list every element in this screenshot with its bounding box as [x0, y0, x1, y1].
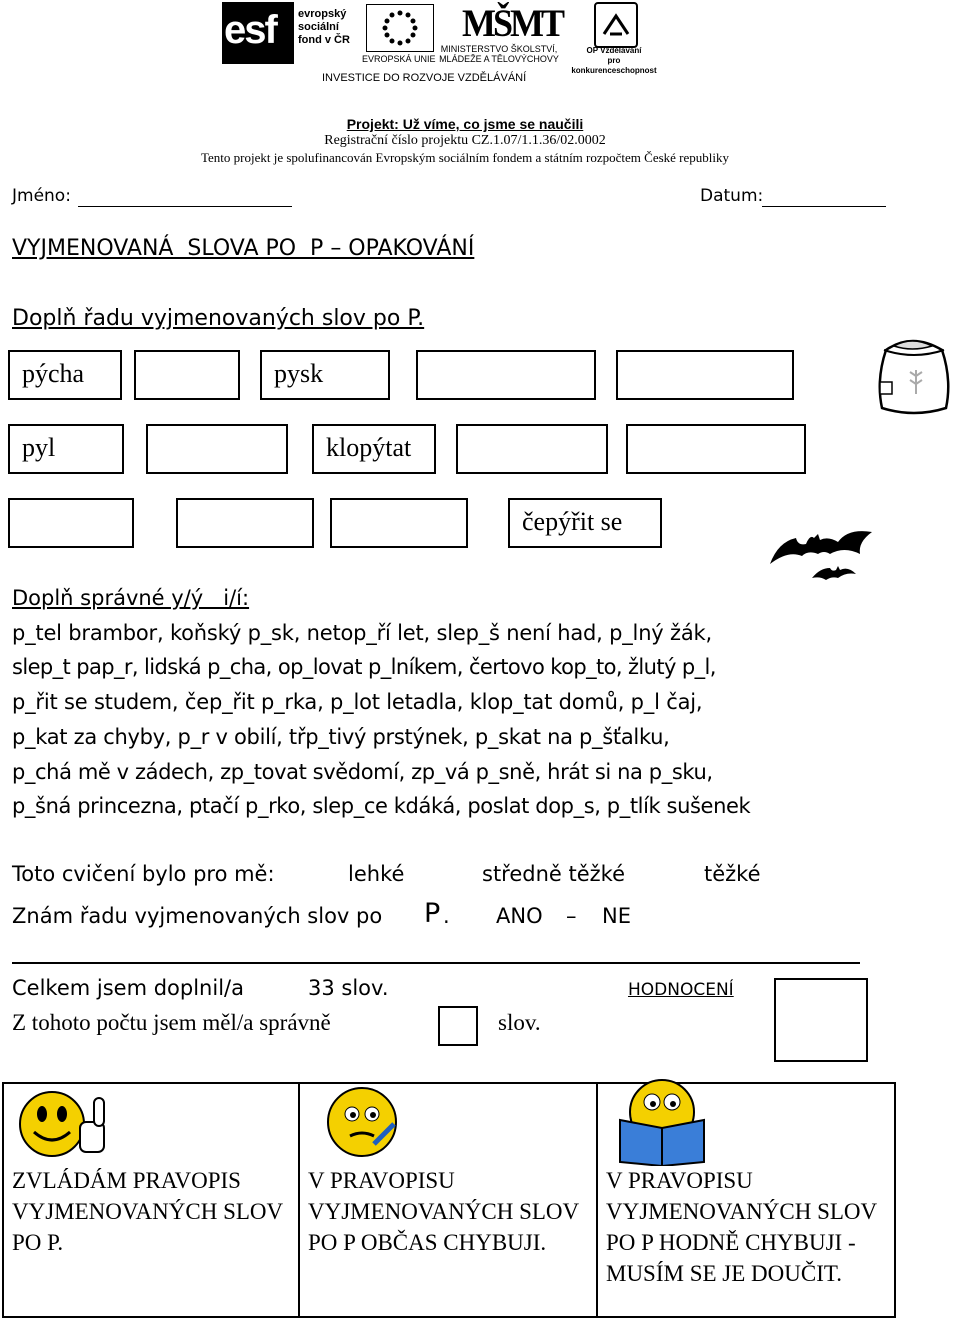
esf-text-1: evropský [298, 8, 347, 20]
word-box-9[interactable] [456, 424, 608, 474]
word-box-12[interactable] [176, 498, 314, 548]
eu-stars-icon [367, 5, 433, 51]
know-row-dot: . [443, 904, 450, 928]
word-box-11[interactable] [8, 498, 134, 548]
date-label: Datum: [700, 186, 764, 206]
word-box-14: čepýřit se [508, 498, 662, 548]
word-box-7[interactable] [146, 424, 288, 474]
difficulty-hard[interactable]: těžké [704, 862, 761, 886]
esf-big-text: esf [224, 8, 276, 52]
answer-dash: – [566, 904, 577, 928]
smiley-thumbs-up [10, 1084, 120, 1164]
op-arrows-icon [596, 4, 636, 46]
bat-icon [768, 524, 876, 586]
date-field[interactable] [762, 205, 886, 207]
correct-count-box[interactable] [438, 1006, 478, 1046]
eu-flag-logo [366, 4, 434, 52]
task1-heading: Doplň řadu vyjmenovaných slov po P. [12, 306, 425, 331]
page-title: VYJMENOVANÁ SLOVA PO P – OPAKOVÁNÍ [12, 236, 475, 261]
eval-text-3: V PRAVOPISU VYJMENOVANÝCH SLOV PO P HODNĚ CHYBUJI - MUSÍM SE JE DOUČIT. [606, 1168, 877, 1286]
eval-text-1: ZVLÁDÁM PRAVOPIS VYJMENOVANÝCH SLOV PO P. [12, 1168, 283, 1255]
exercise-line-4: p_kat za chyby, p_r v obilí, třp_tivý prstýnek, p_skat na p_šťalku, [12, 725, 670, 749]
bats-image [768, 524, 876, 586]
smiley-reading [612, 1076, 712, 1166]
task2-heading: Doplň správné y/ý i/í: [12, 586, 250, 610]
difficulty-prompt: Toto cvičení bylo pro mě: [12, 862, 275, 886]
smiley-thumbs-up-icon [10, 1084, 120, 1164]
word-box-2[interactable] [134, 350, 240, 400]
msmt-logo: MŠMT [462, 0, 562, 45]
eval-text-2: V PRAVOPISU VYJMENOVANÝCH SLOV PO P OBČAS CHYBUJI. [308, 1168, 579, 1255]
word-box-3: pysk [260, 350, 390, 400]
hodnoceni-label: HODNOCENÍ [628, 980, 734, 1000]
exercise-line-3: p_řit se studem, čep_řit p_rka, p_lot letadla, klop_tat domů, p_l čaj, [12, 690, 703, 714]
exercise-line-1: p_tel brambor, koňský p_sk, netop_ří let, slep_š není had, p_lný žák, [12, 621, 712, 645]
smiley-reading-icon [612, 1076, 712, 1166]
registration-number: Registrační číslo projektu CZ.1.07/1.1.36/02.0002 [324, 133, 606, 148]
flour-sack-image [872, 330, 956, 416]
funding-note: Tento projekt je spolufinancován Evropským sociálním fondem a státním rozpočtem České republiky [201, 150, 729, 165]
answer-yes[interactable]: ANO [496, 904, 543, 928]
msmt-label-2: MLÁDEŽE A TĚLOVÝCHOVY [439, 54, 559, 64]
logo-header [222, 0, 657, 92]
op-label-2: pro konkurenceschopnost [571, 56, 657, 75]
correct-suffix: slov. [498, 1010, 541, 1035]
know-row-text: Znám řadu vyjmenovaných slov po [12, 904, 383, 928]
know-row-letter: P [424, 898, 441, 929]
answer-no[interactable]: NE [602, 904, 631, 928]
exercise-line-5: p_chá mě v zádech, zp_tovat svědomí, zp_vá p_sně, hrát si na p_sku, [12, 760, 713, 784]
op-logo [594, 2, 638, 48]
word-box-13[interactable] [330, 498, 468, 548]
exercise-line-6: p_šná princezna, ptačí p_rko, slep_ce kdáká, poslat dop_s, p_tlík sušenek [12, 794, 751, 818]
smiley-writing [324, 1084, 404, 1164]
esf-logo [222, 2, 358, 64]
op-label-1: OP Vzdělávání [586, 46, 642, 55]
msmt-label-1: MINISTERSTVO ŠKOLSTVÍ, [440, 44, 558, 54]
project-title: Projekt: Už víme, co jsme se naučili [346, 116, 584, 132]
total-value: 33 slov. [308, 976, 389, 1000]
esf-text-2: sociální [298, 21, 339, 33]
smiley-writing-icon [324, 1084, 404, 1164]
divider-line [12, 962, 860, 964]
word-box-1: pýcha [8, 350, 122, 400]
total-label: Celkem jsem doplnil/a [12, 976, 244, 1000]
grade-box[interactable] [774, 978, 868, 1062]
difficulty-medium[interactable]: středně těžké [482, 862, 626, 886]
correct-label: Z tohoto počtu jsem měl/a správně [12, 1010, 331, 1035]
eu-label: EVROPSKÁ UNIE [362, 54, 436, 64]
name-label: Jméno: [12, 186, 71, 206]
esf-text-3: fond v ČR [298, 34, 350, 46]
exercise-line-2: slep_t pap_r, lidská p_cha, op_lovat p_lníkem, čertovo kop_to, žlutý p_l, [12, 655, 716, 679]
difficulty-easy[interactable]: lehké [348, 862, 405, 886]
word-box-6: pyl [8, 424, 124, 474]
investice-banner: INVESTICE DO ROZVOJE VZDĚLÁVÁNÍ [322, 72, 527, 84]
word-box-4[interactable] [416, 350, 596, 400]
word-box-5[interactable] [616, 350, 794, 400]
word-box-8: klopýtat [312, 424, 436, 474]
word-box-10[interactable] [626, 424, 806, 474]
flour-sack-icon [872, 330, 956, 416]
name-field[interactable] [78, 205, 292, 207]
